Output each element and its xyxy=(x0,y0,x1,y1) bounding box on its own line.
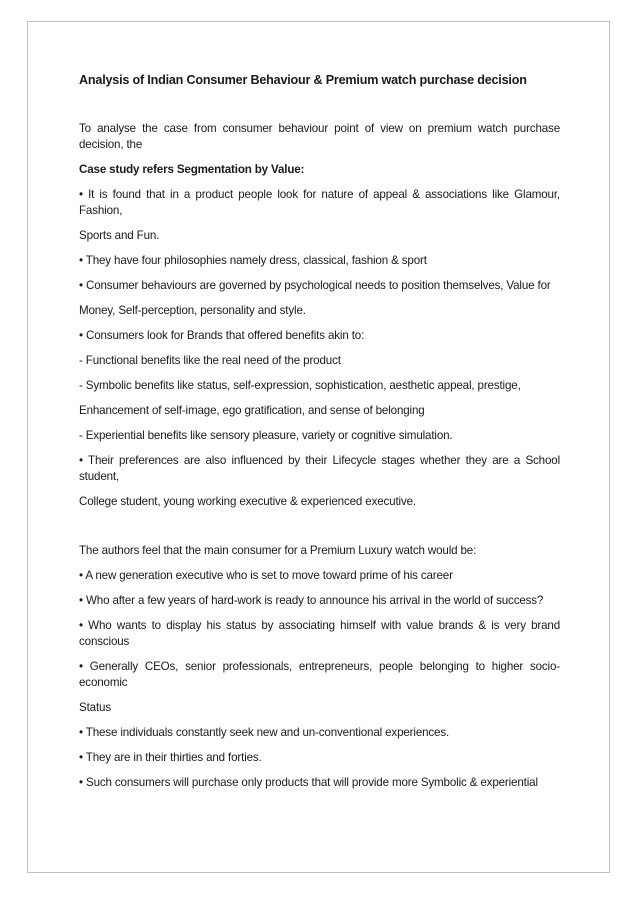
document-body xyxy=(79,72,560,800)
paragraph-continuation: Sports and Fun. xyxy=(79,229,160,242)
paragraph-continuation: Enhancement of self-image, ego gratification, and sense of belonging xyxy=(79,404,425,417)
bullet-philosophies: • They have four philosophies namely dress, classical, fashion & sport xyxy=(79,254,427,267)
bullet-brand-benefits: • Consumers look for Brands that offered benefits akin to: xyxy=(79,329,365,342)
dash-experiential-benefits: - Experiential benefits like sensory pleasure, variety or cognitive simulation. xyxy=(79,429,453,442)
bullet-psychological-needs: • Consumer behaviours are governed by psychological needs to position themselves, Value for xyxy=(79,279,551,292)
paragraph-main-consumer: The authors feel that the main consumer for a Premium Luxury watch would be: xyxy=(79,544,477,557)
bullet-purchase: • Such consumers will purchase only products that will provide more Symbolic & experiential xyxy=(79,776,538,789)
paragraph-continuation: Status xyxy=(79,701,111,714)
paragraph-continuation: Money, Self-perception, personality and style. xyxy=(79,304,306,317)
paragraph-continuation: College student, young working executive & experienced executive. xyxy=(79,495,416,508)
bullet-hard-work: • Who after a few years of hard-work is ready to announce his arrival in the world of success? xyxy=(79,594,544,607)
bullet-age: • They are in their thirties and forties. xyxy=(79,751,262,764)
dash-functional-benefits: - Functional benefits like the real need of the product xyxy=(79,354,341,367)
dash-symbolic-benefits: - Symbolic benefits like status, self-expression, sophistication, aesthetic appeal, prestige, xyxy=(79,379,521,392)
bullet-new-generation: • A new generation executive who is set to move toward prime of his career xyxy=(79,569,453,582)
document-page xyxy=(27,21,610,873)
section-heading-segmentation: Case study refers Segmentation by Value: xyxy=(79,163,305,176)
paragraph-intro: To analyse the case from consumer behaviour point of view on premium watch purchase decision, the xyxy=(79,122,560,151)
bullet-appeal: • It is found that in a product people look for nature of appeal & associations like Glamour, Fashion, xyxy=(79,188,560,217)
bullet-status-display: • Who wants to display his status by associating himself with value brands & is very brand conscious xyxy=(79,619,560,648)
bullet-lifecycle: • Their preferences are also influenced by their Lifecycle stages whether they are a School student, xyxy=(79,454,560,483)
bullet-experiences: • These individuals constantly seek new and un-conventional experiences. xyxy=(79,726,450,739)
bullet-ceos: • Generally CEOs, senior professionals, entrepreneurs, people belonging to higher socio-economic xyxy=(79,660,560,689)
document-title: Analysis of Indian Consumer Behaviour & Premium watch purchase decision xyxy=(79,73,527,87)
